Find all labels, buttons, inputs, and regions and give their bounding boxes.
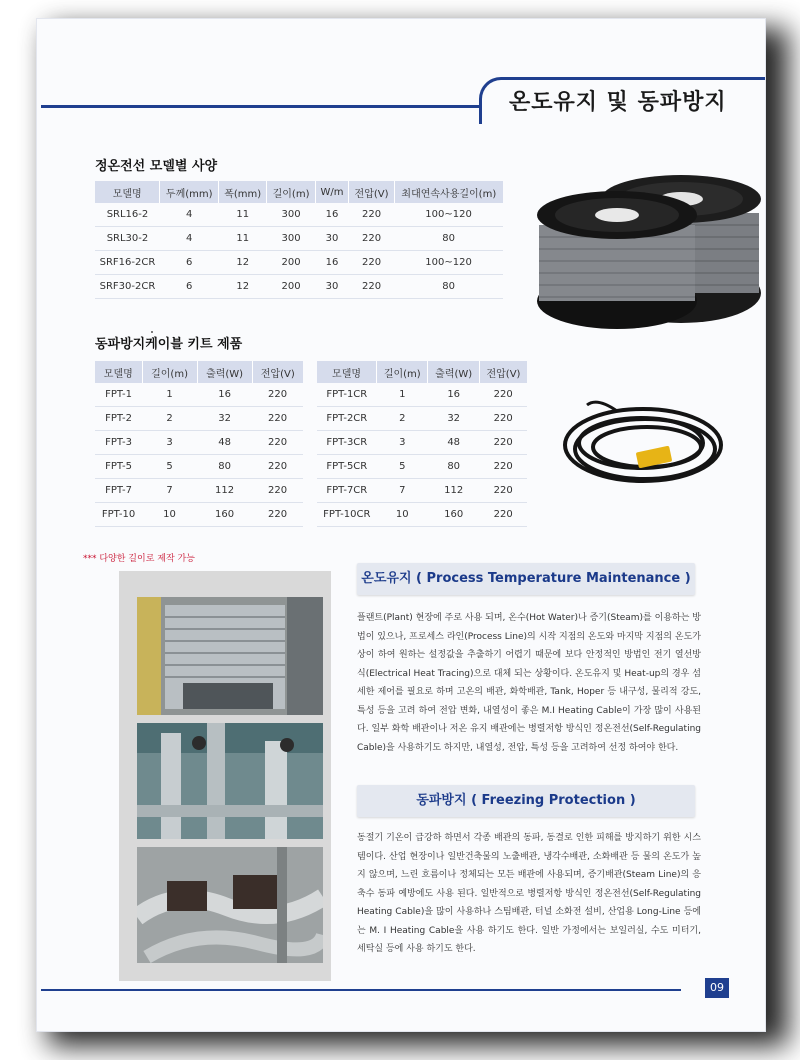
table-cell: 6 xyxy=(160,275,219,299)
table-cell: 5 xyxy=(142,455,197,479)
table-cell: 160 xyxy=(428,503,480,527)
page-number: 09 xyxy=(705,978,729,998)
header-rule xyxy=(41,105,501,108)
table-cell: 100~120 xyxy=(394,203,503,227)
table-cell: SRL30-2 xyxy=(95,227,160,251)
table-cell: SRF30-2CR xyxy=(95,275,160,299)
table-row xyxy=(317,455,527,479)
table-cell: FPT-1 xyxy=(95,383,142,407)
table-cell: 220 xyxy=(349,251,394,275)
page-title: 온도유지 및 동파방지 xyxy=(509,90,727,115)
table-cell: 220 xyxy=(349,227,394,251)
kit-table-left xyxy=(95,361,303,527)
table-cell: FPT-1CR xyxy=(317,383,377,407)
table-cell: 220 xyxy=(479,431,527,455)
pump-photo xyxy=(137,847,323,963)
table-cell: 220 xyxy=(479,383,527,407)
table-cell: 220 xyxy=(479,407,527,431)
table-row xyxy=(95,383,303,407)
table-row xyxy=(317,383,527,407)
length-note: *** 다양한 길이로 제작 가능 xyxy=(83,554,195,564)
table-cell: 3 xyxy=(142,431,197,455)
table-cell: 220 xyxy=(252,431,303,455)
process-section-title: 온도유지 ( Process Temperature Maintenance ) xyxy=(357,563,695,595)
table-cell: 48 xyxy=(197,431,252,455)
table-cell: 220 xyxy=(252,383,303,407)
column-header: 전압(V) xyxy=(252,361,303,383)
column-header: 길이(m) xyxy=(377,361,428,383)
table-cell: 160 xyxy=(197,503,252,527)
cable-reels-image xyxy=(531,169,763,329)
column-header: 출력(W) xyxy=(428,361,480,383)
column-header: 길이(m) xyxy=(267,181,315,203)
table-row xyxy=(95,203,503,227)
table-cell: 220 xyxy=(349,275,394,299)
process-paragraph: 플랜트(Plant) 현장에 주로 사용 되며, 온수(Hot Water)나 증기(Steam)를 이용하는 방법이 있으나, 프로세스 라인(Process Line)의 시작 지점의 온도와 마지막 지점의 온도가 상이 하여 원하는 설정값을 추출하기 어렵기 때문에 보다 안정적인 방법인 전기 열선방식(Electrical Heat Tracing)으로 대체 되는 상황이다. 온도유지 및 Heat-up의 경우 섬세한 제어를 필요로 하며 고온의 배관, 화학배관, Tank, Hoper 등 내구성, 물리적 강도, 특성 등을 고려 하여 전압 변화, 내열성이 좋은 M.I Heating Cable이 가장 많이 사용된다. 일부 화학 배관이나 저온 유지 배관에는 병렬저항 방식인 정온전선(Self-Regulating Cable)을 사용하기도 하지만, 내열성, 전압, 특성 등을 고려하여 선정 하여야 한다. xyxy=(357,613,701,753)
table-cell: 11 xyxy=(219,227,267,251)
table-cell: 3 xyxy=(377,431,428,455)
table-cell: 220 xyxy=(252,455,303,479)
table-cell: 4 xyxy=(160,203,219,227)
table-cell: 220 xyxy=(252,407,303,431)
table-cell: 12 xyxy=(219,275,267,299)
table-cell: FPT-3CR xyxy=(317,431,377,455)
table-cell: 200 xyxy=(267,251,315,275)
freeze-paragraph: 동절기 기온이 급강하 하면서 각종 배관의 동파, 동결로 인한 피해를 방지하기 위한 시스템이다. 산업 현장이나 일반건축물의 노출배관, 냉각수배관, 소화배관 등 물의 온도가 높지 않으며, 느린 흐름이나 정체되는 모든 배관에 사용되며, 증기배관(Steam Line)의 응축수 동파 예방에도 사용 된다. 일반적으로 병렬저항 방식인 정온전선(Self-Regulating Heating Cable)을 많이 사용하나 스팀배관, 터널 소화전 설비, 산업용 Long-Line 등에는 M. I Heating Cable을 사용 하기도 한다. 일반 가정에서는 보일러실, 수도 미터기, 세탁실 등에 사용 하기도 한다. xyxy=(357,833,701,954)
table-cell: SRL16-2 xyxy=(95,203,160,227)
spec-table xyxy=(95,181,503,299)
table-cell: 80 xyxy=(394,275,503,299)
table-cell: 1 xyxy=(142,383,197,407)
table-cell: 100~120 xyxy=(394,251,503,275)
kit-section-title: 동파방지케이블 키트 제품 xyxy=(95,337,243,352)
column-header: 모델명 xyxy=(317,361,377,383)
table-row xyxy=(95,251,503,275)
cable-kit-image xyxy=(557,391,737,507)
table-cell: 10 xyxy=(377,503,428,527)
table-row xyxy=(95,479,303,503)
table-row xyxy=(95,503,303,527)
kit-table-right xyxy=(317,361,527,527)
table-cell: 12 xyxy=(219,251,267,275)
table-cell: 80 xyxy=(197,455,252,479)
table-cell: 220 xyxy=(349,203,394,227)
table-cell: 16 xyxy=(197,383,252,407)
table-cell: 48 xyxy=(428,431,480,455)
column-header: 폭(mm) xyxy=(219,181,267,203)
table-cell: 220 xyxy=(252,479,303,503)
table-cell: FPT-2CR xyxy=(317,407,377,431)
table-cell: 32 xyxy=(428,407,480,431)
table-row xyxy=(95,431,303,455)
photo-panel xyxy=(119,571,331,981)
table-cell: 220 xyxy=(479,479,527,503)
table-cell: 300 xyxy=(267,203,315,227)
table-cell: 6 xyxy=(160,251,219,275)
table-cell: 5 xyxy=(377,455,428,479)
table-cell: 300 xyxy=(267,227,315,251)
table-row xyxy=(317,431,527,455)
table-cell: 2 xyxy=(142,407,197,431)
table-cell: FPT-5 xyxy=(95,455,142,479)
table-cell: FPT-2 xyxy=(95,407,142,431)
table-cell: 7 xyxy=(377,479,428,503)
table-cell: 32 xyxy=(197,407,252,431)
table-cell: FPT-7 xyxy=(95,479,142,503)
table-cell: 30 xyxy=(315,227,349,251)
table-cell: 7 xyxy=(142,479,197,503)
table-cell: 1 xyxy=(377,383,428,407)
table-cell: FPT-3 xyxy=(95,431,142,455)
table-cell: 16 xyxy=(315,203,349,227)
column-header: 모델명 xyxy=(95,361,142,383)
table-row xyxy=(95,227,503,251)
column-header: 최대연속사용길이(m) xyxy=(394,181,503,203)
table-row xyxy=(95,455,303,479)
table-cell: 80 xyxy=(428,455,480,479)
table-cell: 16 xyxy=(315,251,349,275)
table-cell: 220 xyxy=(479,455,527,479)
brochure-page xyxy=(36,18,766,1032)
table-cell: FPT-7CR xyxy=(317,479,377,503)
table-row xyxy=(317,503,527,527)
footer-rule xyxy=(41,989,681,991)
column-header: 두께(mm) xyxy=(160,181,219,203)
table-cell: FPT-10CR xyxy=(317,503,377,527)
table-cell: 30 xyxy=(315,275,349,299)
table-cell: 11 xyxy=(219,203,267,227)
table-cell: FPT-10 xyxy=(95,503,142,527)
column-header: 전압(V) xyxy=(349,181,394,203)
table-cell: FPT-5CR xyxy=(317,455,377,479)
table-row xyxy=(317,407,527,431)
column-header: 모델명 xyxy=(95,181,160,203)
table-cell: 112 xyxy=(428,479,480,503)
table-cell: 16 xyxy=(428,383,480,407)
table-cell: 2 xyxy=(377,407,428,431)
table-cell: 4 xyxy=(160,227,219,251)
table-row xyxy=(95,275,503,299)
column-header: 출력(W) xyxy=(197,361,252,383)
table-cell: 220 xyxy=(479,503,527,527)
table-cell: 200 xyxy=(267,275,315,299)
table-cell: 80 xyxy=(394,227,503,251)
column-header: W/m xyxy=(315,181,349,203)
spec-section-title: 정온전선 모델별 사양 xyxy=(95,159,218,174)
table-row xyxy=(317,479,527,503)
table-cell: SRF16-2CR xyxy=(95,251,160,275)
table-row xyxy=(95,407,303,431)
freeze-section-title: 동파방지 ( Freezing Protection ) xyxy=(357,785,695,817)
table-cell: 112 xyxy=(197,479,252,503)
table-cell: 10 xyxy=(142,503,197,527)
pipe-photo xyxy=(137,723,323,839)
column-header: 전압(V) xyxy=(479,361,527,383)
column-header: 길이(m) xyxy=(142,361,197,383)
tank-photo xyxy=(137,597,323,715)
table-cell: 220 xyxy=(252,503,303,527)
